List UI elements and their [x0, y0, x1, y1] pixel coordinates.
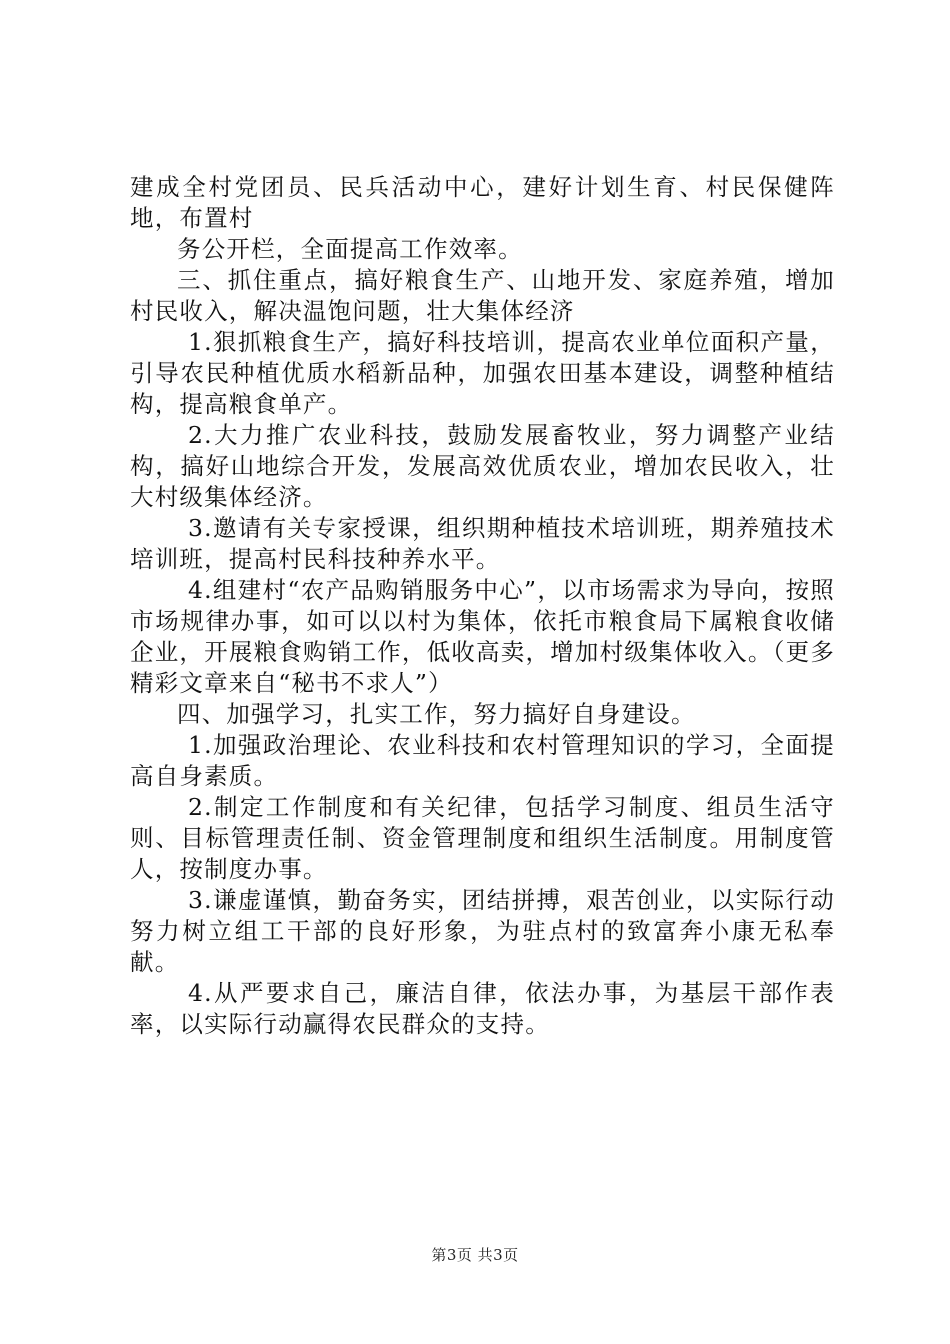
document-body	[130, 172, 835, 1040]
list-item: 1.狠抓粮食生产，搞好科技培训，提高农业单位面积产量，引导农民种植优质水稻新品种，加强农田基本建设，调整种植结构，提高粮食单产。	[130, 328, 835, 418]
list-item: 2.制定工作制度和有关纪律，包括学习制度、组员生活守则、目标管理责任制、资金管理制度和组织生活制度。用制度管人，按制度办事。	[130, 793, 835, 883]
list-item: 4.组建村“农产品购销服务中心”，以市场需求为导向，按照市场规律办事，如可以以村为集体，依托市粮食局下属粮食收储企业，开展粮食购销工作，低收高卖，增加村级集体收入。（更多精彩文章来自“秘书不求人”）	[130, 576, 835, 697]
section-heading-4: 四、加强学习，扎实工作，努力搞好自身建设。	[177, 700, 696, 728]
section-heading-3: 三、抓住重点，搞好粮食生产、山地开发、家庭养殖，增加村民收入，解决温饱问题，壮大集体经济	[130, 266, 835, 325]
list-item: 1.加强政治理论、农业科技和农村管理知识的学习，全面提高自身素质。	[130, 731, 835, 790]
list-item: 2.大力推广农业科技，鼓励发展畜牧业，努力调整产业结构，搞好山地综合开发，发展高效优质农业，增加农民收入，壮大村级集体经济。	[130, 421, 835, 511]
page-footer: 第3页 共3页	[431, 1246, 519, 1264]
list-item: 3.谦虚谨慎，勤奋务实，团结拼搏，艰苦创业，以实际行动努力树立组工干部的良好形象，为驻点村的致富奔小康无私奉献。	[130, 886, 835, 976]
list-item: 3.邀请有关专家授课，组织期种植技术培训班，期养殖技术培训班，提高村民科技种养水平。	[130, 514, 835, 573]
list-item: 4.从严要求自己，廉洁自律，依法办事，为基层干部作表率，以实际行动赢得农民群众的支持。	[130, 979, 835, 1038]
paragraph-intro-continuation: 建成全村党团员、民兵活动中心，建好计划生育、村民保健阵地，布置村	[130, 173, 835, 232]
paragraph-intro-continuation-2: 务公开栏，全面提高工作效率。	[177, 235, 523, 263]
